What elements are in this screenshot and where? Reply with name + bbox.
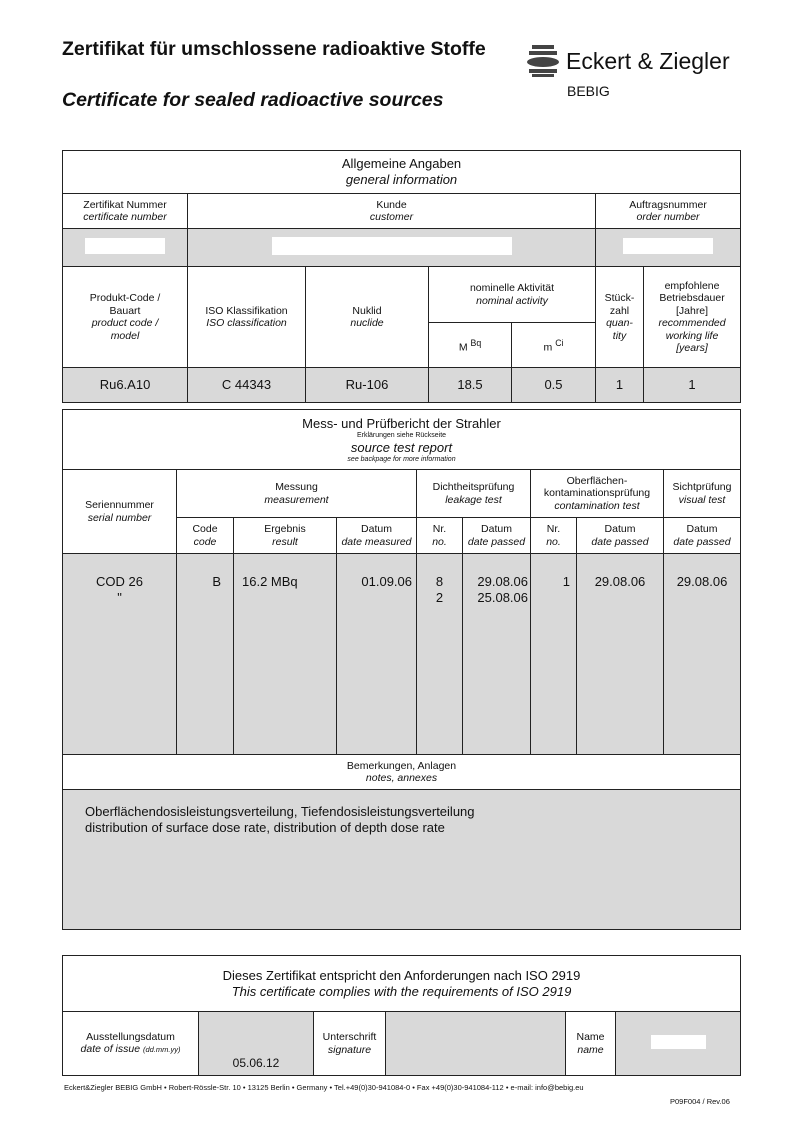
nuclide-label: Nuklid nuclide (306, 267, 429, 368)
result-label: Ergebnis result (234, 518, 337, 554)
date-measured-value: 01.09.06 (337, 554, 417, 755)
customer-label: Kunde customer (188, 194, 596, 229)
notes-label: Bemerkungen, Anlagen notes, annexes (63, 755, 741, 790)
result-value: 16.2 MBq (234, 554, 337, 755)
iso-classification-label: ISO Klassifikation ISO classification (188, 267, 306, 368)
leak-nr-value: 8 2 (417, 554, 463, 755)
visual-test-label: Sichtprüfung visual test (664, 470, 741, 518)
source-test-report-table (62, 409, 741, 930)
unit-mbq-label: M $^{Bq}$ (429, 323, 512, 368)
title-english: Certificate for sealed radioactive sources (62, 89, 444, 111)
signature-label: Unterschrift signature (314, 1012, 386, 1076)
issue-date-value: 05.06.12 (199, 1012, 314, 1076)
working-life-label: empfohlene Betriebsdauer [Jahre] recommended working life [years] (644, 267, 741, 368)
nominal-activity-label: nominelle Aktivität nominal activity (429, 267, 596, 323)
activity-mbq-value: 18.5 (429, 368, 512, 403)
company-logo-icon (526, 45, 560, 77)
code-label: Code code (177, 518, 234, 554)
code-value: B (177, 554, 234, 755)
order-number-value (596, 229, 741, 267)
compliance-statement: Dieses Zertifikat entspricht den Anforderungen nach ISO 2919 This certificate complies with the requirements of ISO 2919 (63, 956, 741, 1012)
cert-number-label: Zertifikat Nummer certificate number (63, 194, 188, 229)
working-life-value: 1 (644, 368, 741, 403)
nuclide-value: Ru-106 (306, 368, 429, 403)
contam-nr-value: 1 (531, 554, 577, 755)
measurement-label: Messung measurement (177, 470, 417, 518)
document-reference: P09F004 / Rev.06 (670, 1097, 730, 1106)
quantity-label: Stück- zahl quan- tity (596, 267, 644, 368)
issue-date-label: Ausstellungsdatum date of issue (dd.mm.yy) (63, 1012, 199, 1076)
general-info-header: Allgemeine Angaben general information (63, 151, 741, 194)
general-info-table (62, 150, 741, 403)
product-code-label: Produkt-Code / Bauart product code / model (63, 267, 188, 368)
title-german: Zertifikat für umschlossene radioaktive Stoffe (62, 38, 486, 60)
serial-number-value: COD 26 " (63, 554, 177, 755)
name-value (616, 1012, 741, 1076)
signature-value (386, 1012, 566, 1076)
company-logo-subtext: BEBIG (567, 83, 610, 99)
quantity-value: 1 (596, 368, 644, 403)
iso-classification-value: C 44343 (188, 368, 306, 403)
customer-value (188, 229, 596, 267)
contam-date-label: Datum date passed (577, 518, 664, 554)
report-header: Mess- und Prüfbericht der Strahler Erklärungen siehe Rückseite source test report see backpage for more information (63, 410, 741, 470)
compliance-table (62, 955, 741, 1076)
activity-mci-value: 0.5 (512, 368, 596, 403)
contam-date-value: 29.08.06 (577, 554, 664, 755)
date-measured-label: Datum date measured (337, 518, 417, 554)
contam-nr-label: Nr. no. (531, 518, 577, 554)
company-logo-text: Eckert & Ziegler (566, 48, 730, 74)
visual-date-value: 29.08.06 (664, 554, 741, 755)
cert-number-value (63, 229, 188, 267)
leak-nr-label: Nr. no. (417, 518, 463, 554)
visual-date-label: Datum date passed (664, 518, 741, 554)
product-code-value: Ru6.A10 (63, 368, 188, 403)
footer-address: Eckert&Ziegler BEBIG GmbH • Robert-Rössle-Str. 10 • 13125 Berlin • Germany • Tel.+49(0)30-941084-0 • Fax +49(0)30-941084-112 • e-mail: info@bebig.eu (64, 1083, 584, 1092)
notes-value: Oberflächendosisleistungsverteilung, Tiefendosisleistungsverteilung distribution of surface dose rate, distribution of depth dose rate (63, 790, 741, 930)
leak-date-value: 29.08.06 25.08.06 (463, 554, 531, 755)
leakage-test-label: Dichtheitsprüfung leakage test (417, 470, 531, 518)
serial-number-label: Seriennummer serial number (63, 470, 177, 554)
leak-date-label: Datum date passed (463, 518, 531, 554)
order-number-label: Auftragsnummer order number (596, 194, 741, 229)
name-label: Name name (566, 1012, 616, 1076)
unit-mci-label: m $^{Ci}$ (512, 323, 596, 368)
contamination-test-label: Oberflächen- kontaminationsprüfung contamination test (531, 470, 664, 518)
